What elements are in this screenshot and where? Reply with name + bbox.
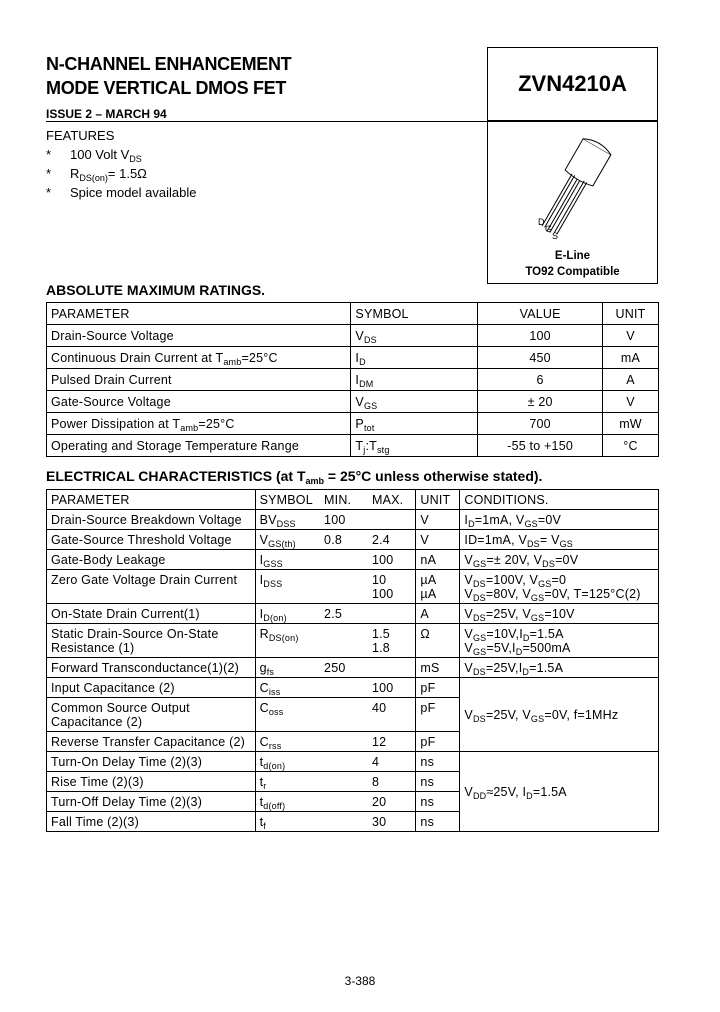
ec-max (368, 510, 416, 530)
ec-symbol: $R_{DS(on)}$ (255, 624, 320, 658)
title-line-1: N-CHANNEL ENHANCEMENT (46, 54, 292, 74)
pin-label-d: D (538, 217, 545, 227)
ec-min (320, 792, 368, 812)
ec-param: Static Drain-Source On-State Resistance (1) (47, 624, 256, 658)
ec-max: 8 (368, 772, 416, 792)
amr-value: 450 (478, 347, 603, 369)
ec-condition (460, 624, 659, 658)
pin-label-s: S (552, 231, 559, 241)
package-box (487, 121, 658, 284)
part-number-box (487, 47, 658, 121)
ec-row (47, 752, 659, 772)
condition-line: $V_{GS}=\pm 20V$, $V_{DS}=0V$ (464, 553, 579, 569)
ec-row (47, 530, 659, 550)
document-title (46, 52, 291, 100)
ec-row (47, 678, 659, 698)
ec-condition-capacitance (460, 678, 659, 752)
amr-title: ABSOLUTE MAXIMUM RATINGS. (46, 282, 266, 298)
ec-max: 20 (368, 792, 416, 812)
ec-param: Fall Time (2)(3) (47, 812, 256, 832)
feature-item: * Spice model available (46, 185, 197, 200)
features-section (46, 126, 196, 202)
condition-line: ID=1mA, $V_{DS}= V_{GS}$ (464, 533, 574, 549)
amr-row (47, 391, 659, 413)
ec-max: 12 (368, 732, 416, 752)
ec-symbol: $I_{GSS}$ (255, 550, 320, 570)
amr-symbol: $I_D$ (351, 347, 478, 369)
ec-param: Zero Gate Voltage Drain Current (47, 570, 256, 604)
ec-min (320, 732, 368, 752)
ec-row (47, 658, 659, 678)
amr-unit: V (603, 391, 659, 413)
ec-max: 4 (368, 752, 416, 772)
ec-title: ELECTRICAL CHARACTERISTICS (at $T_{amb} = 25^\circ C$ unless otherwise stated). (46, 468, 543, 486)
ec-condition (460, 658, 659, 678)
amr-symbol: $V_{GS}$ (351, 391, 478, 413)
ec-unit: nA (416, 550, 460, 570)
ec-max: 10 100 (368, 570, 416, 604)
part-number: ZVN4210A (518, 71, 627, 96)
amr-symbol: $T_j:T_{stg}$ (351, 435, 478, 457)
condition-line: $V_{DS}=80V$, $V_{GS}=0V$, T=125°C(2) (464, 587, 641, 603)
ec-max: 40 (368, 698, 416, 732)
ec-max: 100 (368, 550, 416, 570)
ec-symbol: $C_{oss}$ (255, 698, 320, 732)
amr-unit: V (603, 325, 659, 347)
amr-unit: mW (603, 413, 659, 435)
ec-param: Turn-Off Delay Time (2)(3) (47, 792, 256, 812)
ec-param: Input Capacitance (2) (47, 678, 256, 698)
condition-line: $I_D=1mA$, $V_{GS}=0V$ (464, 513, 562, 529)
amr-value: 6 (478, 369, 603, 391)
ec-max: 2.4 (368, 530, 416, 550)
pin-label-g: G (545, 224, 553, 234)
ec-symbol: $V_{GS(th)}$ (255, 530, 320, 550)
ec-unit: ns (416, 792, 460, 812)
ec-header-symbol: SYMBOL (255, 490, 320, 510)
ec-unit: pF (416, 698, 460, 732)
ec-condition (460, 550, 659, 570)
ec-header-max: MAX. (368, 490, 416, 510)
ec-unit: µA µA (416, 570, 460, 604)
issue-label: ISSUE 2 – MARCH 94 (46, 107, 167, 121)
condition-line: $V_{DS}=100V$, $V_{GS}=0$ (464, 573, 567, 589)
amr-param: Operating and Storage Temperature Range (47, 435, 351, 457)
condition-line: $V_{DS}=25V$, $V_{GS}=10V$ (464, 607, 575, 623)
ec-condition (460, 570, 659, 604)
ec-min (320, 570, 368, 604)
ec-unit: Ω (416, 624, 460, 658)
amr-unit: °C (603, 435, 659, 457)
amr-value: 100 (478, 325, 603, 347)
ec-min: 0.8 (320, 530, 368, 550)
condition-line: $V_{GS}=5V,I_D=500mA$ (464, 641, 571, 657)
ec-unit: ns (416, 812, 460, 832)
condition-line: $V_{DD}\approx 25V$, $I_D=1.5A$ (464, 785, 567, 801)
amr-symbol: $P_{tot}$ (351, 413, 478, 435)
ec-unit: ns (416, 772, 460, 792)
amr-param: Power Dissipation at $T_{amb}=25^\circ C$ (47, 413, 351, 435)
condition-line: $V_{DS}=25V$, $V_{GS}=0V$, f=1MHz (464, 708, 619, 724)
amr-header-value: VALUE (478, 303, 603, 325)
ec-header-min: MIN. (320, 490, 368, 510)
ec-min (320, 752, 368, 772)
amr-row (47, 369, 659, 391)
amr-header-row (47, 303, 659, 325)
ec-min: 250 (320, 658, 368, 678)
amr-unit: mA (603, 347, 659, 369)
ec-max (368, 658, 416, 678)
ec-header-param: PARAMETER (47, 490, 256, 510)
title-line-2: MODE VERTICAL DMOS FET (46, 78, 287, 98)
package-name: E-Line (554, 250, 591, 262)
feature-item: * 100 Volt $V_{DS}$ (46, 147, 142, 164)
ec-min (320, 550, 368, 570)
ec-symbol: $t_{d(on)}$ (255, 752, 320, 772)
page-number: 3-388 (344, 974, 376, 988)
ec-symbol: $t_f$ (255, 812, 320, 832)
feature-item: * $R_{DS(on)}= 1.5\Omega$ (46, 166, 147, 183)
amr-table (46, 302, 659, 457)
amr-header-param: PARAMETER (47, 303, 351, 325)
ec-condition (460, 510, 659, 530)
amr-param: Pulsed Drain Current (47, 369, 351, 391)
amr-value: -55 to +150 (478, 435, 603, 457)
amr-row (47, 413, 659, 435)
ec-symbol: $I_{DSS}$ (255, 570, 320, 604)
ec-row (47, 570, 659, 604)
ec-unit: A (416, 604, 460, 624)
ec-symbol: $C_{rss}$ (255, 732, 320, 752)
ec-param: Forward Transconductance(1)(2) (47, 658, 256, 678)
ec-min (320, 698, 368, 732)
ec-symbol: $C_{iss}$ (255, 678, 320, 698)
amr-header-unit: UNIT (603, 303, 659, 325)
ec-min: 2.5 (320, 604, 368, 624)
ec-param: Turn-On Delay Time (2)(3) (47, 752, 256, 772)
ec-symbol: $g_{fs}$ (255, 658, 320, 678)
amr-header-symbol: SYMBOL (351, 303, 478, 325)
ec-unit: mS (416, 658, 460, 678)
ec-min (320, 772, 368, 792)
ec-unit: ns (416, 752, 460, 772)
ec-unit: pF (416, 678, 460, 698)
ec-condition-switching (460, 752, 659, 832)
ec-unit: pF (416, 732, 460, 752)
amr-param: Drain-Source Voltage (47, 325, 351, 347)
ec-min (320, 624, 368, 658)
ec-symbol: $I_{D(on)}$ (255, 604, 320, 624)
ec-unit: V (416, 530, 460, 550)
ec-max (368, 604, 416, 624)
ec-min (320, 812, 368, 832)
package-compat: TO92 Compatible (525, 266, 620, 278)
condition-line: $V_{DS}=25V,I_D=1.5A$ (464, 661, 564, 677)
ec-row (47, 510, 659, 530)
ec-header-cond: CONDITIONS. (460, 490, 659, 510)
ec-condition (460, 604, 659, 624)
ec-param: Rise Time (2)(3) (47, 772, 256, 792)
amr-value: ± 20 (478, 391, 603, 413)
ec-max: 1.5 1.8 (368, 624, 416, 658)
ec-max: 30 (368, 812, 416, 832)
amr-param: Gate-Source Voltage (47, 391, 351, 413)
amr-value: 700 (478, 413, 603, 435)
amr-row (47, 435, 659, 457)
ec-header-row (47, 490, 659, 510)
ec-symbol: $t_r$ (255, 772, 320, 792)
ec-param: Gate-Body Leakage (47, 550, 256, 570)
amr-row (47, 325, 659, 347)
amr-symbol: $V_{DS}$ (351, 325, 478, 347)
ec-param: Common Source Output Capacitance (2) (47, 698, 256, 732)
ec-unit: V (416, 510, 460, 530)
ec-param: Drain-Source Breakdown Voltage (47, 510, 256, 530)
amr-unit: A (603, 369, 659, 391)
ec-symbol: $BV_{DSS}$ (255, 510, 320, 530)
ec-param: On-State Drain Current(1) (47, 604, 256, 624)
amr-symbol: $I_{DM}$ (351, 369, 478, 391)
ec-condition (460, 530, 659, 550)
amr-param: Continuous Drain Current at $T_{amb}=25^\circ C$ (47, 347, 351, 369)
ec-param: Gate-Source Threshold Voltage (47, 530, 256, 550)
ec-row (47, 550, 659, 570)
features-heading: FEATURES (46, 128, 115, 143)
ec-max: 100 (368, 678, 416, 698)
condition-line: $V_{GS}=10V,I_D=1.5A$ (464, 627, 564, 643)
ec-min (320, 678, 368, 698)
ec-symbol: $t_{d(off)}$ (255, 792, 320, 812)
ec-row (47, 624, 659, 658)
amr-row (47, 347, 659, 369)
ec-header-unit: UNIT (416, 490, 460, 510)
ec-min: 100 (320, 510, 368, 530)
ec-table (46, 489, 659, 832)
ec-row (47, 604, 659, 624)
ec-param: Reverse Transfer Capacitance (2) (47, 732, 256, 752)
